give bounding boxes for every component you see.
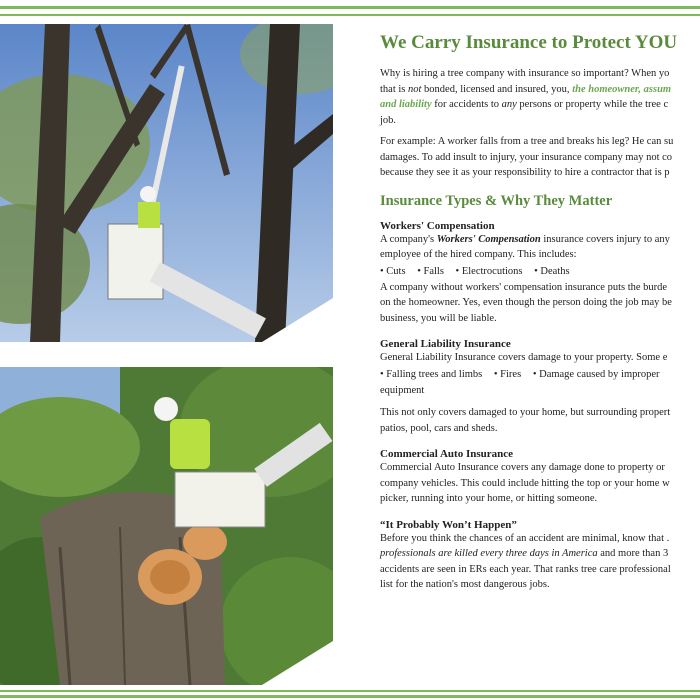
workers-line: A company's Workers' Compensation insurance covers injury to any xyxy=(380,233,670,245)
photo-bucket-worker xyxy=(0,24,333,342)
bullet-item: • Cuts xyxy=(380,265,406,277)
happen-line: accidents are seen in ERs each year. That ranks tree care professional xyxy=(380,563,671,575)
top-rule-thin xyxy=(0,14,700,16)
example-paragraph xyxy=(380,134,700,181)
liability-line: General Liability Insurance covers damage to your property. Some e xyxy=(380,352,668,363)
top-rule-thick xyxy=(0,6,700,9)
happen-line: list for the nation's most dangerous jobs. xyxy=(380,579,550,590)
photo-trunk-cut xyxy=(0,367,333,685)
intro-line: job. xyxy=(380,114,397,126)
example-line: damages. To add insult to injury, your insurance company may not co xyxy=(380,151,673,163)
workers-line: business, you will be liable. xyxy=(380,312,497,324)
liability-line: patios, pool, cars and sheds. xyxy=(380,422,498,434)
section-subtitle: Insurance Types & Why They Matter xyxy=(380,192,613,209)
intro-line: that is not bonded, licensed and insured, you, the homeowner, assum xyxy=(380,83,672,95)
bottom-rule-thick xyxy=(0,695,700,698)
workers-bullets xyxy=(380,263,700,280)
example-line: because they see it as your responsibility to hire a contractor that is p xyxy=(380,167,670,178)
example-line: For example: A worker falls from a tree and breaks his leg? He can su xyxy=(380,136,674,147)
commercial-auto-heading: Commercial Auto Insurance xyxy=(380,448,514,460)
bullet-item: • Electrocutions xyxy=(455,265,523,277)
page-title: We Carry Insurance to Protect YOU xyxy=(380,32,678,53)
intro-line: Why is hiring a tree company with insurance so important? When yo xyxy=(380,68,670,79)
general-liability-heading: General Liability Insurance xyxy=(380,338,511,350)
intro-paragraph xyxy=(380,66,700,128)
wont-happen-heading: “It Probably Won’t Happen” xyxy=(380,518,517,531)
auto-line: Commercial Auto Insurance covers any damage done to property or xyxy=(380,462,665,473)
photo1-corner-cut xyxy=(262,298,333,342)
bottom-rule-thin xyxy=(0,690,700,692)
article xyxy=(380,32,700,593)
intro-line: and liability for accidents to any persons or property while the tree c xyxy=(380,99,669,110)
auto-line: picker, running into your home, or hitting someone. xyxy=(380,493,598,504)
workers-line: employee of the hired company. This includes: xyxy=(380,249,577,260)
workers-line: on the homeowner. Yes, even though the person doing the job may be xyxy=(380,297,672,308)
liability-line: This not only covers damaged to your home, but surrounding propert xyxy=(380,407,671,418)
bullet-item: • Falls xyxy=(417,265,444,277)
bullet-item: • Damage caused by improper xyxy=(532,368,660,380)
happen-line: Before you think the chances of an accident are minimal, know that . xyxy=(380,532,670,544)
workers-comp-heading: Workers' Compensation xyxy=(380,219,495,232)
liability-bullets xyxy=(380,366,700,383)
workers-line: A company without workers' compensation insurance puts the burde xyxy=(380,281,668,293)
auto-line: company vehicles. This could include hitting the top or your home w xyxy=(380,477,670,489)
bullet-item: • Deaths xyxy=(534,265,570,277)
liability-line: equipment xyxy=(380,384,425,396)
bullet-item: • Fires xyxy=(493,368,522,380)
photo2-corner-cut xyxy=(262,641,333,685)
happen-line: professionals are killed every three days in America and more than 3 xyxy=(380,548,669,559)
bullet-item: • Falling trees and limbs xyxy=(380,368,483,380)
